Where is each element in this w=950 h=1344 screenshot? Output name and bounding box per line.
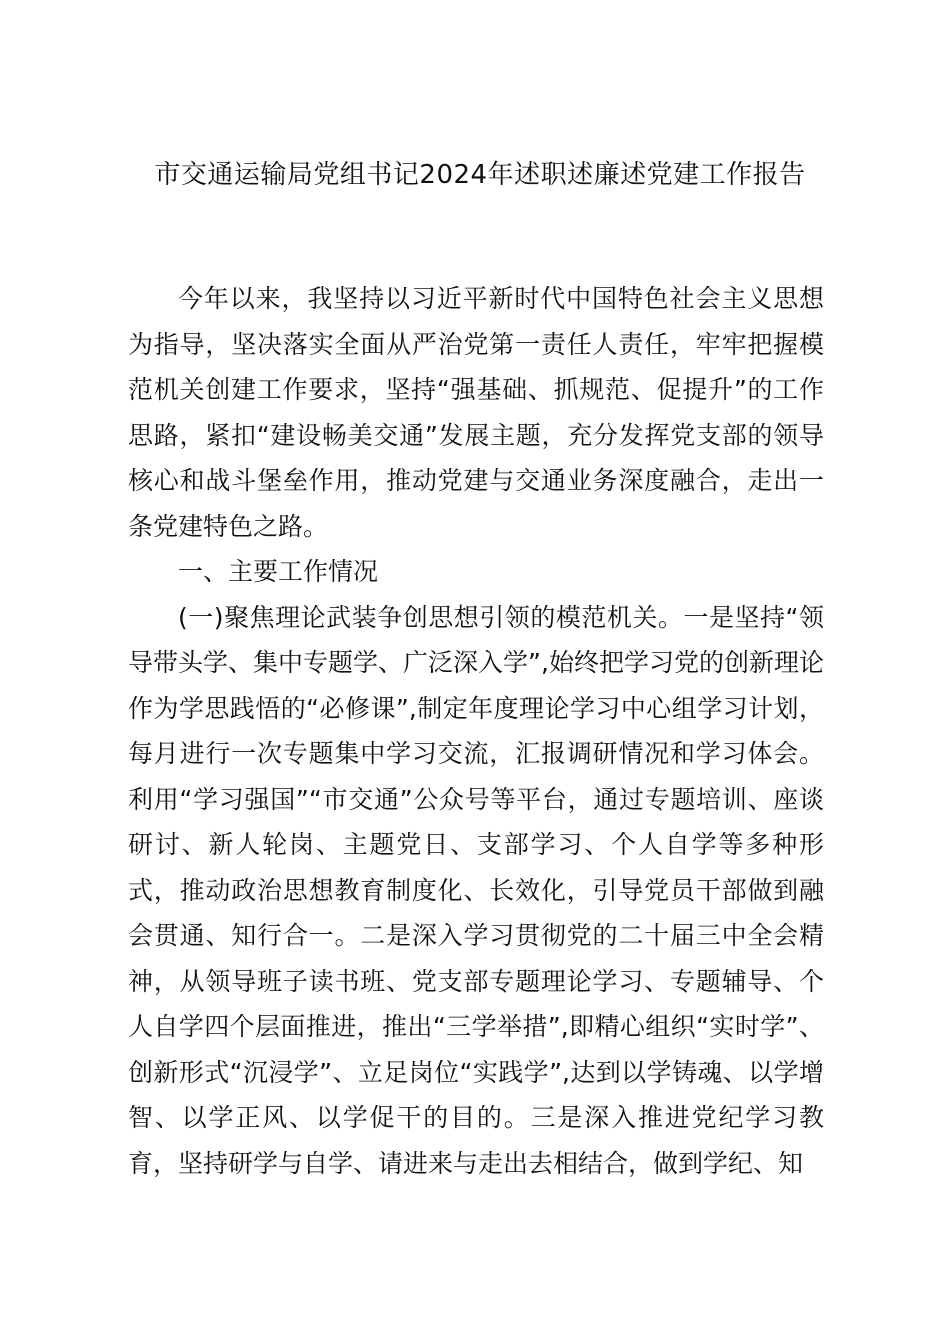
section-heading: 一、主要工作情况 xyxy=(178,557,379,586)
paragraph-section-1: (一)聚焦理论武装争创思想引领的模范机关。一是坚持“领导带头学、集中专题学、广泛深入学”,始终把学习党的创新理论作为学思践悟的“必修课”,制定年度理论学习中心组学习计划，每月进行一次专题集中学习交流，汇报调研情况和学习体会。利用“学习强国”“市交通”公众号等平台，通过专题培训、座谈研讨、新人轮岗、主题党日、支部学习、个人自学等多种形式，推动政治思想教育制度化、长效化，引导党员干部做到融会贯通、知行合一。二是深入学习贯彻党的二十届三中全会精神，从领导班子读书班、党支部专题理论学习、专题辅导、个人自学四个层面推进，推出“三学举措”,即精心组织“实时学”、创新形式“沉浸学”、立足岗位“实践学”,达到以学铸魂、以学增智、以学正风、以学促干的目的。三是深入推进党纪学习教育，坚持研学与自学、请进来与走出去相结合，做到学纪、知 xyxy=(128,602,824,1178)
paragraph-intro: 今年以来，我坚持以习近平新时代中国特色社会主义思想为指导，坚决落实全面从严治党第一责任人责任，牢牢把握模范机关创建工作要求，坚持“强基础、抓规范、促提升”的工作思路，紧扣“建设畅美交通”发展主题，充分发挥党支部的领导核心和战斗堡垒作用，推动党建与交通业务深度融合，走出一条党建特色之路。 xyxy=(128,284,824,541)
document-body xyxy=(128,276,824,1186)
document-title: 市交通运输局党组书记2024年述职述廉述党建工作报告 xyxy=(154,160,806,190)
